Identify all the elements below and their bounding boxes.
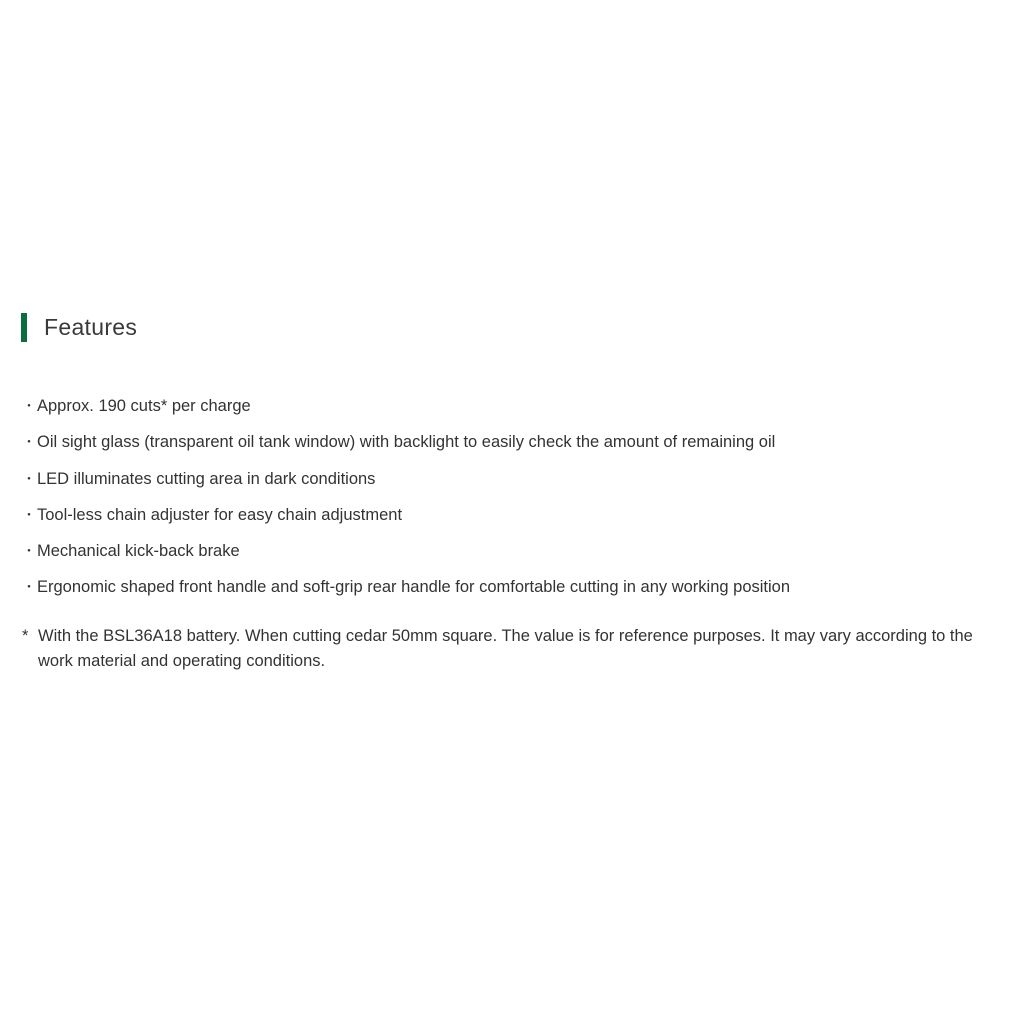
bullet-icon: ・ (22, 579, 36, 596)
footnote-text: With the BSL36A18 battery. When cutting cedar 50mm square. The value is for reference purposes. It may vary according to the work material and operating conditions. (38, 627, 973, 670)
feature-text: Mechanical kick-back brake (37, 542, 240, 561)
feature-text: Tool-less chain adjuster for easy chain adjustment (37, 505, 403, 524)
footnote-marker: * (22, 627, 29, 645)
bullet-icon: ・ (22, 506, 36, 523)
list-item (21, 504, 1011, 540)
list-item (21, 395, 1011, 431)
bullet-icon: ・ (22, 543, 36, 560)
bullet-icon: ・ (22, 434, 36, 451)
list-item (21, 540, 1011, 576)
features-list (21, 395, 1011, 613)
feature-text: LED illuminates cutting area in dark conditions (37, 469, 376, 488)
list-item (21, 468, 1011, 504)
list-item (21, 431, 1011, 467)
list-item (21, 576, 1011, 612)
heading-accent-bar (21, 313, 27, 342)
footnote (21, 624, 1011, 674)
features-heading (21, 312, 1011, 342)
feature-text: Oil sight glass (transparent oil tank window) with backlight to easily check the amount of remaining oil (37, 433, 776, 452)
feature-text: Ergonomic shaped front handle and soft-grip rear handle for comfortable cutting in any working position (37, 578, 791, 597)
features-section (21, 312, 1011, 670)
bullet-icon: ・ (22, 398, 36, 414)
feature-text: Approx. 190 cuts* per charge (37, 397, 251, 415)
features-title: Features (44, 313, 138, 340)
bullet-icon: ・ (22, 470, 36, 487)
